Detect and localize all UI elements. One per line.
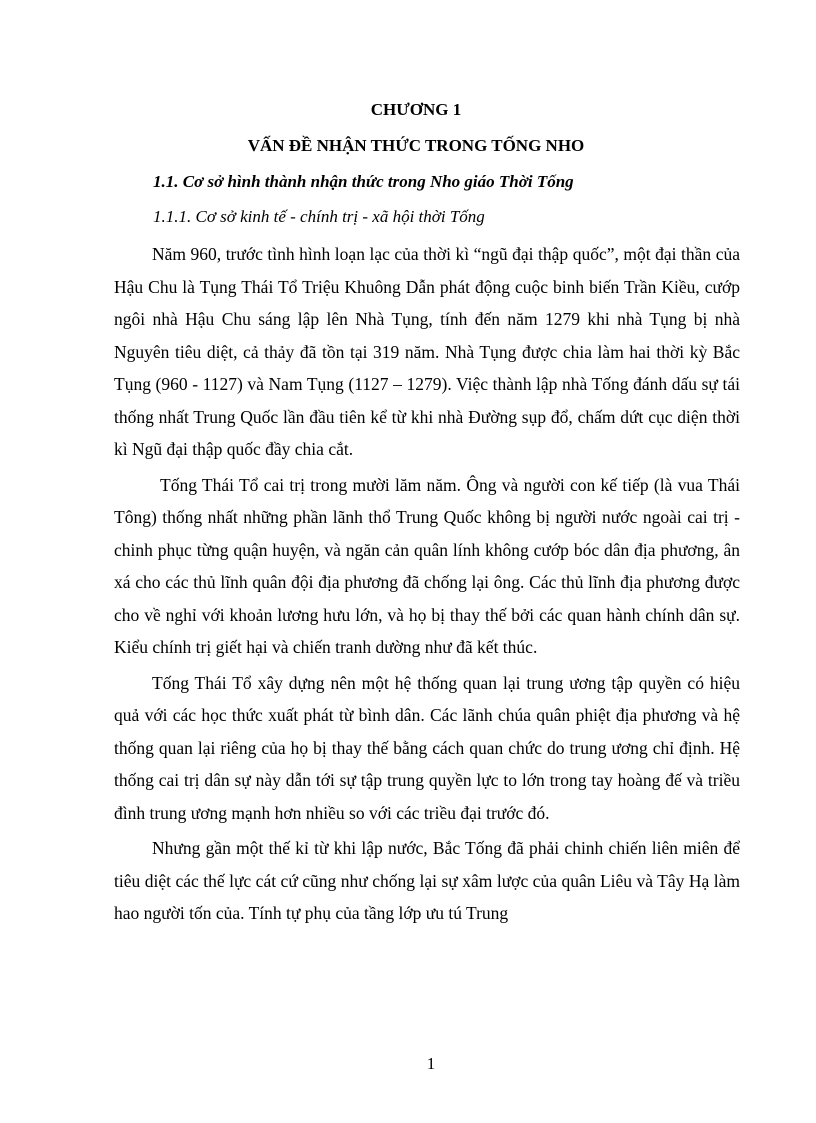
- page-number: 1: [426, 1054, 436, 1073]
- paragraph-2: Tống Thái Tổ cai trị trong mười lăm năm. Ông và người con kế tiếp (là vua Thái Tông) thống nhất những phần lãnh thổ Trung Quốc không bị người nước ngoài cai trị - chinh phục từng quận huyện, và ngăn cản quân lính không cướp bóc dân địa phương, ân xá cho các thủ lĩnh quân đội địa phương đã chống lại ông. Các thủ lĩnh địa phương được cho về nghỉ với khoản lương hưu lớn, và họ bị thay thế bởi các quan hành chính dân sự. Kiểu chính trị giết hại và chiến tranh dường như đã kết thúc.: [114, 474, 740, 657]
- chapter-label: CHƯƠNG 1: [370, 100, 462, 119]
- paragraph-3: Tống Thái Tổ xây dựng nên một hệ thống quan lại trung ương tập quyền có hiệu quả với các học thức xuất phát từ bình dân. Các lãnh chúa quân phiệt địa phương và hệ thống quan lại riêng của họ bị thay thế bằng cách quan chức do trung ương chỉ định. Hệ thống cai trị dân sự này dẫn tới sự tập trung quyền lực to lớn trong tay hoàng đế và triều đình trung ương mạnh hơn nhiều so với các triều đại trước đó.: [114, 672, 740, 823]
- section-heading: 1.1. Cơ sở hình thành nhận thức trong Nho giáo Thời Tống: [153, 172, 574, 191]
- subsection-heading: 1.1.1. Cơ sở kinh tế - chính trị - xã hội thời Tống: [153, 207, 485, 226]
- body-text: [114, 238, 740, 930]
- paragraph-4: Nhưng gần một thế kỉ từ khi lập nước, Bắc Tống đã phải chinh chiến liên miên để tiêu diệt các thế lực cát cứ cũng như chống lại sự xâm lược của quân Liêu và Tây Hạ làm hao người tốn của. Tính tự phụ của tầng lớp ưu tú Trung: [114, 838, 740, 923]
- paragraph-1: Năm 960, trước tình hình loạn lạc của thời kì “ngũ đại thập quốc”, một đại thần của Hậu Chu là Tụng Thái Tổ Triệu Khuông Dẫn phát động cuộc binh biến Trần Kiều, cướp ngôi nhà Hậu Chu sáng lập lên Nhà Tụng, tính đến năm 1279 khi nhà Tụng bị nhà Nguyên tiêu diệt, cả thảy đã tồn tại 319 năm. Nhà Tụng được chia làm hai thời kỳ Bắc Tụng (960 - 1127) và Nam Tụng (1127 – 1279). Việc thành lập nhà Tống đánh dấu sự tái thống nhất Trung Quốc lần đầu tiên kể từ khi nhà Đường sụp đổ, chấm dứt cục diện thời kì Ngũ đại thập quốc đầy chia cắt.: [114, 244, 740, 459]
- chapter-title: VẤN ĐỀ NHẬN THỨC TRONG TỐNG NHO: [247, 136, 585, 155]
